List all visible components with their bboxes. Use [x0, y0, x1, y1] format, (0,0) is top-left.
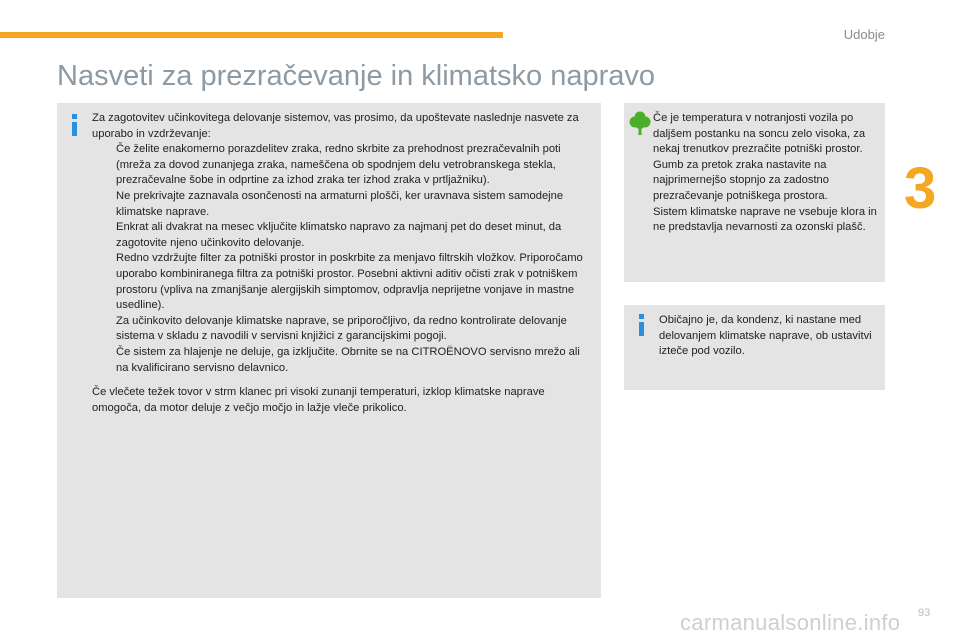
main-info-text: [92, 111, 594, 416]
tree-icon: [629, 110, 651, 136]
page-number: 93: [918, 607, 931, 619]
list-item: Če sistem za hlajenje ne deluje, ga izključite. Obrnite se na CITROËNOVO servisno mrežo ali na kvalificirano servisno delavnico.: [116, 345, 580, 374]
tip-paragraph: Gumb za pretok zraka nastavite na najprimernejšo stopnjo za zadostno prezračevanje potniškega prostora.: [653, 158, 829, 202]
condensation-info-text: Običajno je, da kondenz, ki nastane med delovanjem klimatske naprave, ob ustavitvi izteče pod vozilo.: [659, 314, 872, 358]
info-icon: [637, 314, 649, 334]
advice-list: [92, 142, 594, 376]
eco-tip-text: [653, 111, 879, 236]
tip-paragraph: Sistem klimatske naprave ne vsebuje klora in ne predstavlja nevarnosti za ozonski plašč.: [653, 205, 877, 234]
chapter-number: 3: [904, 156, 937, 221]
info-icon: [70, 114, 82, 134]
tip-paragraph: Če je temperatura v notranjosti vozila po daljšem postanku na soncu zelo visoka, za nekaj trenutkov prezračite potniški prostor.: [653, 112, 866, 156]
page-title: Nasveti za prezračevanje in klimatsko napravo: [57, 60, 655, 92]
section-label: Udobje: [843, 27, 885, 42]
header-accent-bar: [0, 32, 503, 38]
list-item: Redno vzdržujte filter za potniški prostor in poskrbite za menjavo filtrskih vložkov. Priporočamo uporabo kombiniranega filtra za potniški prostor. Posebni aktivni aditiv očisti zrak v potniškem prostoru (vpliva na zmanjšanje alergijskih simptomov, odpravlja neprijetne vonjave in mastne usedline).: [116, 252, 583, 312]
list-item: Za učinkovito delovanje klimatske naprave, se priporočljivo, da redno kontrolirate delovanje sistema v skladu z navodili v servisni knjižici z garancijskimi pogoji.: [116, 314, 567, 343]
list-item: Če želite enakomerno porazdelitev zraka, redno skrbite za prehodnost prezračevalnih poti (mreža za dovod zunanjega zraka, nameščena ob spodnjem delu vetrobranskega stekla, prezračevalne šobe in odprtine za izhod zraka ter izhod zraka v prtljažniku).: [116, 143, 561, 187]
watermark: carmanualsonline.info: [680, 610, 901, 635]
main-intro: Za zagotovitev učinkovitega delovanje sistemov, vas prosimo, da upoštevate naslednje nasvete za uporabo in vzdrževanje:: [92, 112, 579, 140]
list-item: Enkrat ali dvakrat na mesec vključite klimatsko napravo za najmanj pet do deset minut, da zagotovite njeno učinkovito delovanje.: [116, 221, 562, 249]
main-closing: Če vlečete težek tovor v strm klanec pri visoki zunanji temperaturi, izklop klimatske naprave omogoča, da motor deluje z večjo močjo in lažje vleče prikolico.: [92, 386, 545, 414]
list-item: Ne prekrivajte zaznavala osončenosti na armaturni plošči, ker uravnava sistem samodejne klimatske naprave.: [116, 189, 564, 218]
